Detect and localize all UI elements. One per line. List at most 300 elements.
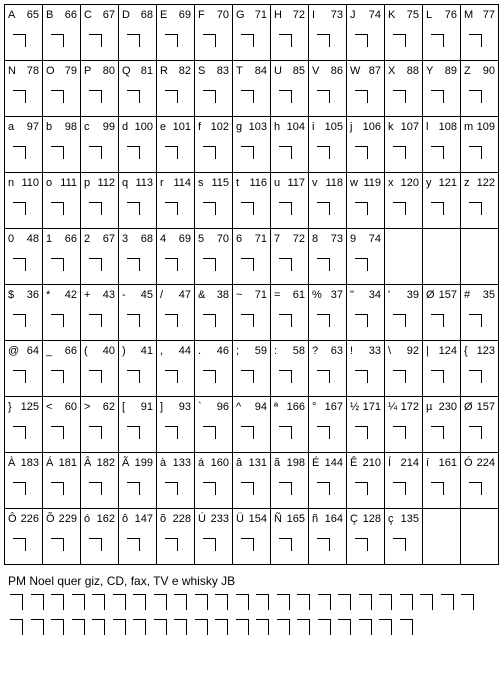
char-name: >	[84, 401, 91, 413]
char-cell	[347, 229, 385, 285]
char-cell	[5, 285, 43, 341]
char-name: D	[122, 9, 130, 21]
char-label	[388, 121, 419, 134]
missing-glyph-icon	[431, 426, 444, 439]
char-cell	[347, 453, 385, 509]
missing-glyph-icon	[127, 482, 140, 495]
char-code: 128	[362, 513, 381, 525]
char-name: P	[84, 65, 92, 77]
char-label	[464, 289, 495, 302]
char-label	[350, 9, 381, 22]
missing-glyph-icon	[317, 538, 330, 551]
missing-glyph-icon	[113, 619, 126, 635]
char-label	[46, 289, 77, 302]
char-name: V	[312, 65, 320, 77]
char-label	[46, 513, 77, 526]
char-code: 101	[172, 121, 191, 133]
char-name: Ú	[198, 513, 206, 525]
missing-glyph-icon	[431, 146, 444, 159]
missing-glyph-icon	[203, 482, 216, 495]
missing-glyph-icon	[127, 314, 140, 327]
char-code: 210	[362, 457, 381, 469]
missing-glyph-icon	[359, 619, 372, 635]
char-code: 84	[254, 65, 267, 77]
char-name: I	[312, 9, 316, 21]
char-code: 88	[406, 65, 419, 77]
char-cell	[423, 509, 461, 565]
missing-glyph-icon	[165, 370, 178, 383]
char-name: N	[8, 65, 16, 77]
char-label	[160, 121, 191, 134]
char-label	[350, 289, 381, 302]
char-name: T	[236, 65, 243, 77]
char-code: 42	[64, 289, 77, 301]
char-label	[350, 513, 381, 526]
char-code: 171	[362, 401, 381, 413]
char-name: =	[274, 289, 281, 301]
missing-glyph-icon	[51, 202, 64, 215]
char-code: 71	[254, 289, 267, 301]
char-label	[236, 177, 267, 190]
char-cell	[271, 173, 309, 229]
char-code: 99	[102, 121, 115, 133]
char-label	[8, 513, 39, 526]
char-name: i	[312, 121, 315, 133]
char-name: }	[8, 401, 12, 413]
char-code: 75	[406, 9, 419, 21]
char-name: ^	[236, 401, 242, 413]
char-name: n	[8, 177, 15, 189]
char-code: 74	[368, 9, 381, 21]
char-code: 45	[140, 289, 153, 301]
char-label	[8, 457, 39, 470]
char-code: 119	[363, 177, 381, 189]
char-cell	[461, 453, 499, 509]
char-code: 80	[102, 65, 115, 77]
missing-glyph-icon	[393, 482, 406, 495]
missing-glyph-icon	[317, 482, 330, 495]
missing-glyph-icon	[393, 90, 406, 103]
char-name: Í	[388, 457, 392, 469]
char-cell	[5, 341, 43, 397]
char-label	[160, 401, 191, 414]
missing-glyph-icon	[165, 146, 178, 159]
char-cell	[81, 285, 119, 341]
char-label	[84, 121, 115, 134]
char-code: 93	[178, 401, 191, 413]
missing-glyph-icon	[279, 202, 292, 215]
missing-glyph-icon	[203, 202, 216, 215]
missing-glyph-icon	[31, 619, 44, 635]
missing-glyph-icon	[13, 258, 26, 271]
char-label	[122, 289, 153, 302]
char-code: 100	[134, 121, 153, 133]
char-cell	[271, 229, 309, 285]
char-code: 74	[368, 233, 381, 245]
missing-glyph-icon	[127, 370, 140, 383]
char-code: 109	[476, 121, 495, 133]
missing-glyph-icon	[13, 34, 26, 47]
char-code: 46	[216, 345, 229, 357]
missing-glyph-icon	[317, 146, 330, 159]
missing-glyph-icon	[89, 34, 102, 47]
char-cell	[461, 229, 499, 285]
char-name: <	[46, 401, 53, 413]
char-cell	[119, 61, 157, 117]
char-name: ¼	[388, 401, 398, 413]
missing-glyph-icon	[431, 90, 444, 103]
char-name: z	[464, 177, 470, 189]
char-cell	[461, 61, 499, 117]
char-label	[312, 177, 343, 190]
char-label	[160, 65, 191, 78]
missing-glyph-icon	[393, 426, 406, 439]
missing-glyph-icon	[133, 594, 146, 610]
missing-glyph-icon	[393, 202, 406, 215]
char-name: j	[350, 121, 353, 133]
missing-glyph-icon	[203, 34, 216, 47]
missing-glyph-icon	[297, 619, 310, 635]
char-name: µ	[426, 401, 433, 413]
missing-glyph-icon	[203, 538, 216, 551]
missing-glyph-icon	[51, 258, 64, 271]
char-name: Ç	[350, 513, 358, 525]
missing-glyph-icon	[13, 146, 26, 159]
char-name: -	[122, 289, 126, 301]
char-cell	[119, 5, 157, 61]
char-cell	[385, 453, 423, 509]
char-code: 183	[20, 457, 39, 469]
missing-glyph-icon	[203, 370, 216, 383]
char-code: 89	[444, 65, 457, 77]
char-label	[122, 177, 153, 190]
char-code: 105	[324, 121, 343, 133]
char-cell	[385, 341, 423, 397]
missing-glyph-icon	[92, 594, 105, 610]
missing-glyph-icon	[51, 314, 64, 327]
char-code: 79	[64, 65, 77, 77]
char-code: 118	[325, 177, 343, 189]
char-name: 9	[350, 233, 357, 245]
missing-glyph-icon	[89, 146, 102, 159]
char-code: 78	[26, 65, 39, 77]
char-cell	[119, 285, 157, 341]
missing-glyph-icon	[469, 146, 482, 159]
missing-glyph-icon	[51, 426, 64, 439]
char-label	[198, 177, 229, 190]
char-label	[388, 65, 419, 78]
char-code: 157	[476, 401, 495, 413]
char-cell	[461, 341, 499, 397]
char-label	[160, 9, 191, 22]
char-name: 4	[160, 233, 167, 245]
char-cell	[347, 509, 385, 565]
char-name: @	[8, 345, 20, 357]
char-code: 81	[140, 65, 153, 77]
char-cell	[423, 173, 461, 229]
char-code: 70	[216, 9, 229, 21]
missing-glyph-icon	[338, 594, 351, 610]
missing-glyph-icon	[203, 426, 216, 439]
char-cell	[233, 453, 271, 509]
missing-glyph-icon	[203, 146, 216, 159]
missing-glyph-icon	[355, 202, 368, 215]
missing-glyph-icon	[317, 34, 330, 47]
missing-glyph-icon	[215, 594, 228, 610]
char-label	[236, 401, 267, 414]
char-cell	[195, 509, 233, 565]
char-label	[388, 345, 419, 358]
char-name: E	[160, 9, 168, 21]
char-name: (	[84, 345, 88, 357]
char-cell	[119, 341, 157, 397]
char-code: 66	[64, 345, 77, 357]
char-code: 182	[96, 457, 115, 469]
char-cell	[195, 173, 233, 229]
missing-glyph-icon	[279, 538, 292, 551]
char-label	[350, 65, 381, 78]
char-name: "	[350, 289, 354, 301]
char-label	[198, 121, 229, 134]
char-cell	[195, 61, 233, 117]
missing-glyph-icon	[127, 146, 140, 159]
missing-glyph-icon	[127, 202, 140, 215]
missing-glyph-icon	[355, 258, 368, 271]
char-name: [	[122, 401, 126, 413]
char-cell	[81, 173, 119, 229]
char-label	[122, 401, 153, 414]
missing-glyph-icon	[393, 370, 406, 383]
missing-glyph-icon	[51, 146, 64, 159]
char-label	[84, 289, 115, 302]
char-name: Y	[426, 65, 434, 77]
char-cell	[195, 453, 233, 509]
char-label	[236, 65, 267, 78]
missing-glyph-icon	[355, 314, 368, 327]
char-code: 164	[324, 513, 343, 525]
char-label	[274, 121, 305, 134]
missing-glyph-icon	[72, 619, 85, 635]
char-code: 92	[406, 345, 419, 357]
char-cell	[157, 285, 195, 341]
char-cell	[81, 229, 119, 285]
char-name: {	[464, 345, 468, 357]
char-label	[274, 177, 305, 190]
missing-glyph-icon	[393, 314, 406, 327]
missing-glyph-icon	[420, 594, 433, 610]
char-name: G	[236, 9, 245, 21]
char-cell	[309, 285, 347, 341]
missing-glyph-icon	[431, 314, 444, 327]
missing-glyph-icon	[279, 482, 292, 495]
char-label	[464, 9, 495, 22]
missing-glyph-icon	[127, 426, 140, 439]
char-code: 131	[248, 457, 267, 469]
char-name: y	[426, 177, 432, 189]
char-label	[426, 289, 457, 302]
char-label	[46, 233, 77, 246]
char-code: 123	[476, 345, 495, 357]
char-cell	[347, 5, 385, 61]
char-cell	[423, 5, 461, 61]
missing-glyph-icon	[241, 146, 254, 159]
char-label	[122, 457, 153, 470]
char-cell	[271, 341, 309, 397]
char-code: 85	[292, 65, 305, 77]
missing-glyph-icon	[379, 594, 392, 610]
char-name: F	[198, 9, 205, 21]
char-code: 44	[178, 345, 191, 357]
missing-glyph-icon	[469, 482, 482, 495]
char-name: °	[312, 401, 317, 413]
missing-glyph-icon	[165, 314, 178, 327]
char-name: ~	[236, 289, 243, 301]
char-code: 72	[292, 233, 305, 245]
char-code: 226	[20, 513, 39, 525]
char-name: &	[198, 289, 206, 301]
missing-glyph-icon	[113, 594, 126, 610]
char-cell	[195, 117, 233, 173]
missing-glyph-icon	[13, 482, 26, 495]
char-cell	[461, 397, 499, 453]
char-code: 39	[406, 289, 419, 301]
grid-row	[5, 117, 499, 173]
missing-glyph-icon	[154, 594, 167, 610]
char-label	[464, 121, 495, 134]
char-cell	[81, 117, 119, 173]
char-name: Q	[122, 65, 131, 77]
char-label	[464, 345, 495, 358]
char-code: 66	[64, 9, 77, 21]
missing-glyph-icon	[51, 619, 64, 635]
char-code: 125	[20, 401, 39, 413]
missing-glyph-icon	[195, 619, 208, 635]
missing-glyph-icon	[241, 538, 254, 551]
char-label	[198, 233, 229, 246]
char-name: à	[160, 457, 167, 469]
char-name: x	[388, 177, 394, 189]
char-label	[388, 457, 419, 470]
char-name: \	[388, 345, 392, 357]
missing-glyph-icon	[174, 619, 187, 635]
char-code: 122	[476, 177, 495, 189]
char-cell	[423, 285, 461, 341]
char-cell	[309, 61, 347, 117]
char-cell	[271, 285, 309, 341]
char-code: 166	[286, 401, 305, 413]
missing-glyph-icon	[51, 594, 64, 610]
char-label	[388, 289, 419, 302]
char-name: U	[274, 65, 282, 77]
missing-glyph-icon	[89, 314, 102, 327]
char-name: ã	[274, 457, 281, 469]
char-cell	[461, 173, 499, 229]
char-label	[464, 401, 495, 414]
char-name: l	[426, 121, 429, 133]
missing-glyph-icon	[13, 370, 26, 383]
char-label	[8, 177, 39, 190]
missing-glyph-icon	[241, 482, 254, 495]
char-label	[84, 401, 115, 414]
char-code: 62	[102, 401, 115, 413]
char-code: 104	[286, 121, 305, 133]
char-code: 40	[102, 345, 115, 357]
char-name: u	[274, 177, 281, 189]
missing-glyph-icon	[317, 202, 330, 215]
char-label	[84, 513, 115, 526]
char-cell	[157, 341, 195, 397]
char-code: 110	[21, 177, 39, 189]
char-code: 68	[140, 233, 153, 245]
char-label	[464, 177, 495, 190]
char-label	[46, 457, 77, 470]
char-cell	[385, 229, 423, 285]
char-label	[426, 401, 457, 414]
char-name: 8	[312, 233, 319, 245]
missing-glyph-icon	[127, 538, 140, 551]
char-cell	[119, 397, 157, 453]
missing-glyph-icon	[431, 370, 444, 383]
missing-glyph-icon	[431, 482, 444, 495]
missing-glyph-icon	[469, 34, 482, 47]
missing-glyph-icon	[127, 34, 140, 47]
char-cell	[271, 397, 309, 453]
char-cell	[157, 453, 195, 509]
char-code: 144	[324, 457, 343, 469]
missing-glyph-icon	[127, 90, 140, 103]
char-code: 96	[216, 401, 229, 413]
char-name: Õ	[46, 513, 55, 525]
char-cell	[43, 173, 81, 229]
char-name: ó	[84, 513, 91, 525]
missing-glyph-icon	[165, 34, 178, 47]
char-cell	[81, 61, 119, 117]
char-label	[122, 65, 153, 78]
char-label	[236, 9, 267, 22]
char-label	[274, 345, 305, 358]
missing-glyph-icon	[89, 202, 102, 215]
char-label	[426, 457, 457, 470]
char-cell	[43, 397, 81, 453]
char-cell	[423, 117, 461, 173]
char-cell	[43, 117, 81, 173]
char-label	[122, 345, 153, 358]
char-cell	[119, 117, 157, 173]
char-code: 68	[140, 9, 153, 21]
char-name: e	[160, 121, 167, 133]
char-code: 214	[400, 457, 419, 469]
char-cell	[271, 117, 309, 173]
char-label	[312, 121, 343, 134]
char-cell	[423, 397, 461, 453]
char-cell	[157, 509, 195, 565]
char-name: '	[388, 289, 391, 301]
char-name: b	[46, 121, 53, 133]
missing-glyph-icon	[318, 594, 331, 610]
char-name: |	[426, 345, 429, 357]
char-name: a	[8, 121, 15, 133]
char-name: Ô	[8, 513, 17, 525]
missing-glyph-icon	[469, 426, 482, 439]
char-cell	[157, 61, 195, 117]
char-label	[198, 457, 229, 470]
missing-glyph-icon	[89, 258, 102, 271]
char-name: Ó	[464, 457, 473, 469]
char-label	[160, 457, 191, 470]
char-code: 86	[330, 65, 343, 77]
char-cell	[5, 397, 43, 453]
missing-glyph-icon	[174, 594, 187, 610]
